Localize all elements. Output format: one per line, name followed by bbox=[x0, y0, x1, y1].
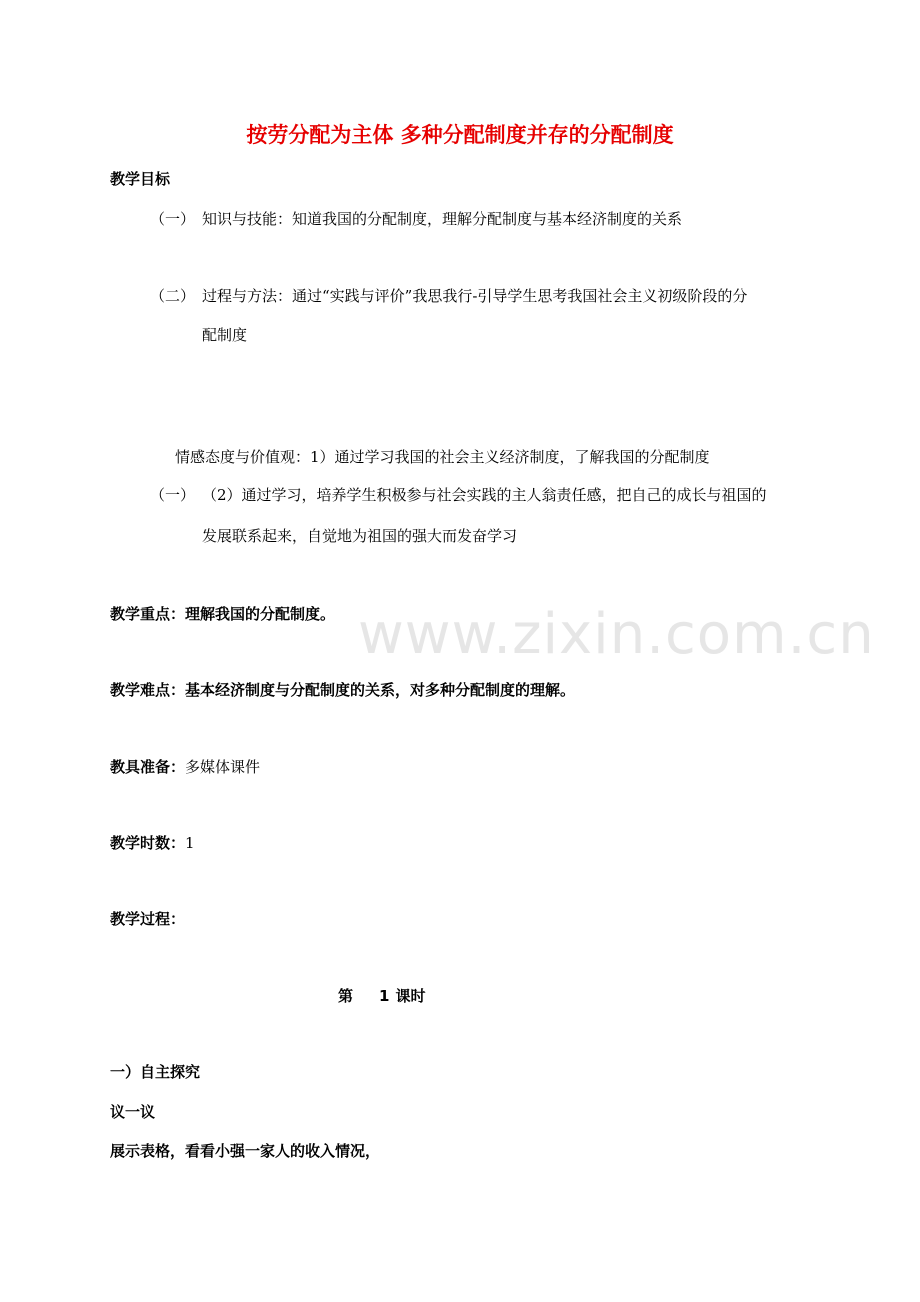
objective-4-text-line1: （2）通过学习，培养学生积极参与社会实践的主人翁责任感，把自己的成长与祖国的 bbox=[202, 486, 767, 504]
hours-value: 1 bbox=[185, 834, 195, 852]
lesson-prefix: 第 bbox=[338, 987, 354, 1005]
section-1-heading: 一）自主探究 bbox=[110, 1063, 201, 1081]
discuss-heading: 议一议 bbox=[110, 1103, 156, 1121]
objective-2-text-line1: 过程与方法：通过“实践与评价”我思我行-引导学生思考我国社会主义初级阶段的分 bbox=[202, 287, 748, 305]
objective-3-text: 情感态度与价值观：1）通过学习我国的社会主义经济制度，了解我国的分配制度 bbox=[175, 448, 710, 466]
process-label: 教学过程： bbox=[110, 910, 186, 928]
difficulty: 教学难点：基本经济制度与分配制度的关系，对多种分配制度的理解。 bbox=[110, 681, 576, 699]
watermark: www.zixin.com.cn bbox=[358, 602, 875, 667]
objective-4-text-line2: 发展联系起来，自觉地为祖国的强大而发奋学习 bbox=[202, 527, 518, 545]
lesson-number: 1 bbox=[379, 987, 390, 1005]
objective-2-marker: （二） bbox=[150, 287, 196, 305]
tools-line bbox=[110, 757, 260, 777]
objective-4-marker: （一） bbox=[150, 486, 196, 504]
hours-label: 教学时数： bbox=[110, 834, 186, 852]
objective-2-text-line2: 配制度 bbox=[202, 326, 248, 344]
objective-1-text: 知识与技能：知道我国的分配制度，理解分配制度与基本经济制度的关系 bbox=[202, 210, 683, 228]
lesson-heading bbox=[338, 986, 425, 1006]
tools-value: 多媒体课件 bbox=[185, 758, 261, 776]
show-table-text: 展示表格，看看小强一家人的收入情况， bbox=[110, 1142, 381, 1160]
objective-1-marker: （一） bbox=[150, 210, 196, 228]
tools-label: 教具准备： bbox=[110, 758, 186, 776]
key-point: 教学重点：理解我国的分配制度。 bbox=[110, 605, 336, 623]
objectives-heading: 教学目标 bbox=[110, 170, 171, 188]
lesson-suffix: 课时 bbox=[395, 987, 426, 1005]
document-title: 按劳分配为主体 多种分配制度并存的分配制度 bbox=[246, 123, 674, 147]
process-line bbox=[110, 909, 185, 929]
hours-line bbox=[110, 833, 195, 853]
